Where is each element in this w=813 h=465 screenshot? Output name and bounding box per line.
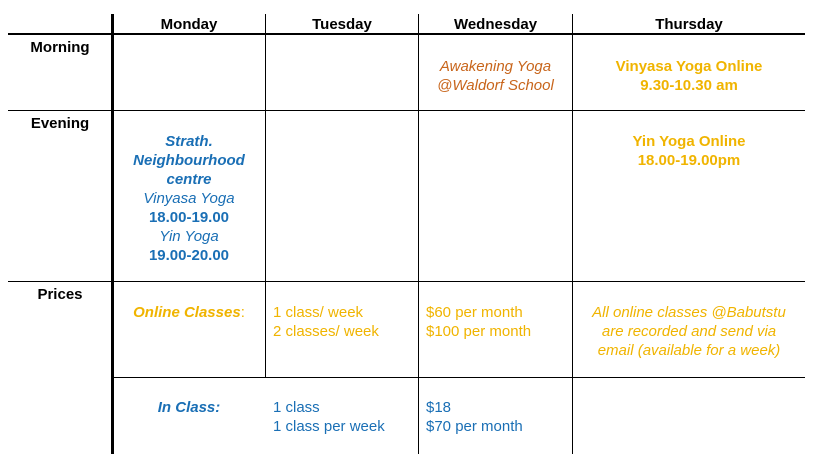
morning-thursday-class bbox=[573, 57, 805, 95]
header-thursday: Thursday bbox=[655, 16, 723, 33]
in-class-tuesday-options bbox=[273, 398, 418, 436]
online-thursday-line1: All online classes @Babutstu bbox=[592, 304, 786, 321]
morning-wednesday-line1: Awakening Yoga bbox=[439, 58, 552, 75]
morning-bottom-line bbox=[8, 110, 805, 111]
online-thursday-line3: email (available for a week) bbox=[597, 342, 781, 359]
morning-thursday-line2: 9.30-10.30 am bbox=[640, 77, 738, 94]
row-label-evening: Evening bbox=[30, 115, 90, 132]
online-classes-label-text: Online Classes bbox=[133, 304, 241, 321]
online-tuesday-options bbox=[273, 303, 418, 341]
in-class-tuesday-line2: 1 class per week bbox=[273, 418, 385, 435]
in-class-label: In Class: bbox=[157, 399, 221, 416]
evening-monday-classes bbox=[113, 132, 265, 265]
morning-wednesday-line2: @Waldorf School bbox=[437, 77, 554, 94]
evening-monday-line5: 18.00-19.00 bbox=[148, 209, 230, 226]
in-class-wednesday-line2: $70 per month bbox=[426, 418, 523, 435]
evening-thursday-line1: Yin Yoga Online bbox=[632, 133, 746, 150]
evening-thursday-line2: 18.00-19.00pm bbox=[637, 152, 741, 169]
row-label-morning: Morning bbox=[30, 39, 90, 56]
online-wednesday-line2: $100 per month bbox=[426, 323, 532, 340]
online-thursday-note bbox=[573, 303, 805, 360]
header-tuesday: Tuesday bbox=[312, 16, 372, 33]
evening-monday-line3: centre bbox=[166, 171, 212, 188]
online-thursday-line2: are recorded and send via bbox=[601, 323, 777, 340]
online-wednesday-line1: $60 per month bbox=[426, 304, 523, 321]
evening-bottom-line bbox=[8, 281, 805, 282]
online-classes-label-colon: : bbox=[240, 304, 245, 321]
in-class-wednesday-prices bbox=[426, 398, 572, 436]
row-label-prices: Prices bbox=[37, 286, 83, 303]
header-wednesday: Wednesday bbox=[453, 16, 538, 33]
evening-thursday-class bbox=[573, 132, 805, 170]
online-tuesday-line1: 1 class/ week bbox=[273, 304, 364, 321]
evening-monday-line4: Vinyasa Yoga bbox=[143, 190, 235, 207]
online-bottom-line bbox=[113, 377, 805, 378]
evening-monday-line2: Neighbourhood bbox=[133, 152, 245, 169]
evening-monday-line1: Strath. bbox=[165, 133, 213, 150]
morning-thursday-line1: Vinyasa Yoga Online bbox=[615, 58, 763, 75]
online-wednesday-prices bbox=[426, 303, 572, 341]
header-monday: Monday bbox=[160, 16, 218, 33]
online-tuesday-line2: 2 classes/ week bbox=[273, 323, 379, 340]
online-classes-label bbox=[113, 303, 265, 322]
evening-monday-line6: Yin Yoga bbox=[159, 228, 219, 245]
in-class-wednesday-line1: $18 bbox=[426, 399, 452, 416]
in-class-tuesday-line1: 1 class bbox=[273, 399, 320, 416]
morning-wednesday-class bbox=[419, 57, 572, 95]
divider-mon-tue bbox=[265, 14, 266, 377]
evening-monday-line7: 19.00-20.00 bbox=[148, 247, 230, 264]
